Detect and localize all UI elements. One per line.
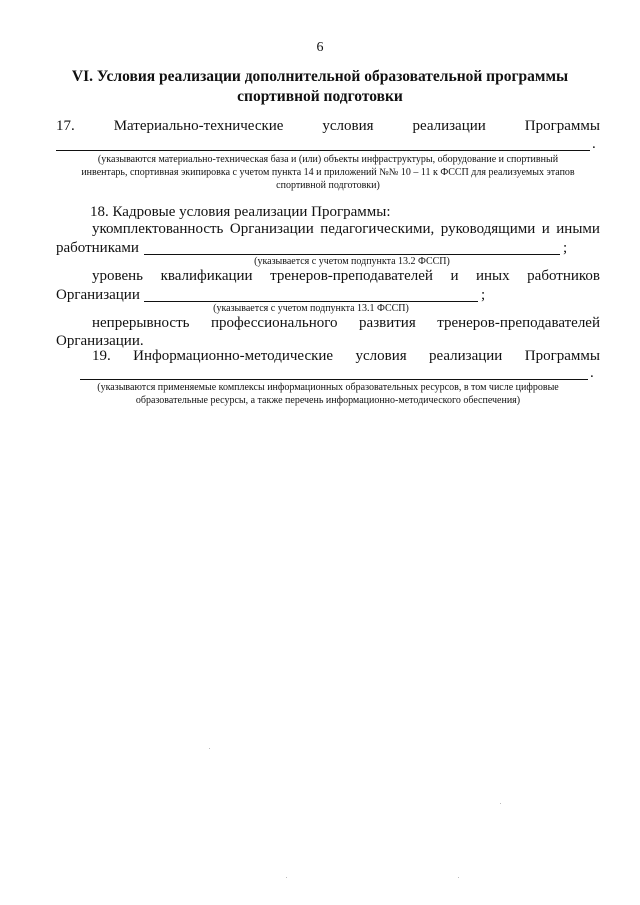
item-18-title: 18. Кадровые условия реализации Программы:: [90, 204, 391, 220]
item-19-word: Информационно-методические: [133, 348, 334, 364]
item-19-number: 19.: [92, 348, 111, 364]
scan-speck: [286, 877, 287, 878]
item-17-line: [56, 118, 600, 135]
item-18-staffing-note: (указывается с учетом подпункта 13.2 ФССП): [254, 256, 450, 267]
scan-speck: [458, 877, 459, 878]
item-18-staffing-word: руководящими: [440, 221, 536, 237]
item-17-word: Программы: [524, 118, 600, 134]
item-19-fill-line: [80, 379, 588, 380]
page-number: 6: [316, 40, 324, 55]
item-19-word: реализации: [429, 348, 503, 364]
item-18-staffing-word: педагогическими,: [320, 221, 435, 237]
item-18-qualification-word: работников: [527, 268, 600, 284]
item-18-qualification-note: (указывается с учетом подпункта 13.1 ФССП): [213, 303, 409, 314]
item-19-note-line-1: (указываются применяемые комплексы информационных образовательных ресурсов, в том числе цифровые: [97, 382, 559, 393]
item-18-staffing-word: Организации: [229, 221, 314, 237]
item-17-end-mark: .: [592, 136, 596, 152]
item-17-note-line-2: инвентарь, спортивная экипировка с учетом пункта 14 и приложений №№ 10 – 11 к ФССП для реализуемых этапов: [81, 167, 575, 178]
item-17-word: условия: [322, 118, 374, 134]
item-18-staffing-word: и: [541, 221, 550, 237]
item-19-word: условия: [355, 348, 407, 364]
item-18-development-word: тренеров-преподавателей: [437, 315, 600, 331]
item-18-staffing-continuation: работниками: [56, 240, 139, 256]
section-heading-line-1: VI. Условия реализации дополнительной образовательной программы: [71, 68, 569, 85]
item-19-word: Программы: [524, 348, 600, 364]
item-18-qualification-end-mark: ;: [481, 287, 486, 303]
item-18-staffing-word: укомплектованность: [92, 221, 224, 237]
item-19-end-mark: .: [590, 365, 594, 381]
item-18-qualification-word: квалификации: [160, 268, 253, 284]
item-17-note-line-3: спортивной подготовки): [276, 180, 380, 191]
item-18-development-continuation: Организации.: [56, 333, 144, 349]
section-heading-line-2: спортивной подготовки: [237, 88, 403, 105]
item-17-fill-line: [56, 150, 590, 151]
item-18-qualification-word: и: [450, 268, 459, 284]
item-18-qualification-continuation: Организации: [56, 287, 140, 303]
item-18-qualification-line: [92, 268, 600, 285]
scan-speck: [209, 748, 210, 749]
item-17-word: реализации: [412, 118, 486, 134]
item-19-note-line-2: образовательные ресурсы, а также перечень информационно-методического обеспечения): [135, 395, 521, 406]
item-18-development-word: развития: [359, 315, 416, 331]
item-17-note-line-1: (указываются материально-техническая база и (или) объекты инфраструктуры, оборудование и спортивный: [97, 154, 559, 165]
item-18-development-line: [92, 315, 600, 332]
item-18-development-word: профессионального: [210, 315, 338, 331]
item-18-staffing-end-mark: ;: [563, 240, 568, 256]
item-18-qualification-word: тренеров-преподавателей: [270, 268, 433, 284]
item-18-qualification-word: иных: [476, 268, 510, 284]
item-17-number: 17.: [56, 118, 75, 134]
item-18-staffing-line: [92, 221, 600, 238]
item-17-word: Материально-технические: [113, 118, 284, 134]
item-18-qualification-word: уровень: [92, 268, 144, 284]
item-18-staffing-word: иными: [556, 221, 600, 237]
item-18-development-word: непрерывность: [92, 315, 190, 331]
scan-speck: [500, 803, 501, 804]
item-19-line: [92, 348, 600, 365]
